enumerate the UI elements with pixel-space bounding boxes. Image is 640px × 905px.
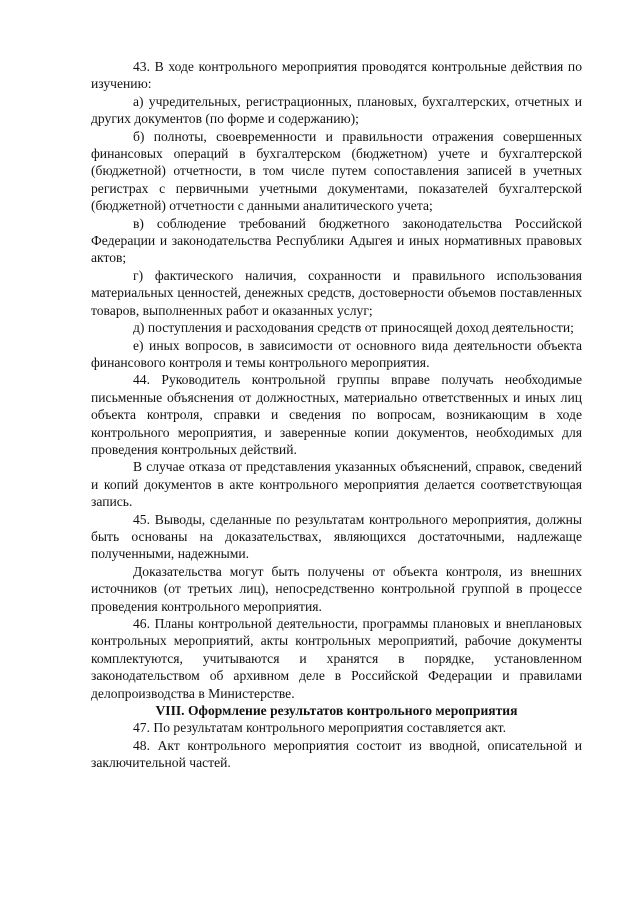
paragraph-48: 48. Акт контрольного мероприятия состоит из вводной, описательной и заключительной частей. <box>91 737 582 771</box>
document-page <box>91 58 582 772</box>
paragraph-44: 44. Руководитель контрольной группы вправе получать необходимые письменные объяснения от должностных, материально ответственных и иных лиц объекта контроля, справки и сведения по вопросам, возникающим в ходе контрольного мероприятия, и заверенные копии документов, необходимых для проведения контрольных действий. <box>91 372 582 457</box>
paragraph-44-refusal: В случае отказа от представления указанных объяснений, справок, сведений и копий документов в акте контрольного мероприятия делается соответствующая запись. <box>91 459 582 510</box>
paragraph-46: 46. Планы контрольной деятельности, программы плановых и внеплановых контрольных мероприятий, акты контрольных мероприятий, рабочие документы комплектуются, учитываются и хранятся в порядке, установленном законодательством об архивном деле в Российской Федерации и правилами делопроизводства в Министерстве. <box>91 616 582 701</box>
paragraph-45-evidence: Доказательства могут быть получены от объекта контроля, из внешних источников (от третьих лиц), непосредственно контрольной группой в процессе проведения контрольного мероприятия. <box>91 563 582 614</box>
paragraph-43-e: е) иных вопросов, в зависимости от основного вида деятельности объекта финансового контроля и темы контрольного мероприятия. <box>91 337 582 370</box>
paragraph-43-b: б) полноты, своевременности и правильности отражения совершенных финансовых операций в бухгалтерском (бюджетном) учете и бухгалтерской (бюджетной) отчетности, в том числе путем сопоставления записей в учетных регистрах с первичными учетными документами, показателей бухгалтерской (бюджетной) отчетности с данными аналитического учета; <box>91 128 582 214</box>
paragraph-43-g: г) фактического наличия, сохранности и правильного использования материальных ценностей, денежных средств, достоверности объемов поставленных товаров, выполненных работ и оказанных услуг; <box>91 267 582 318</box>
paragraph-43-v: в) соблюдение требований бюджетного законодательства Российской Федерации и законодательства Республики Адыгея и иных нормативных правовых актов; <box>91 215 582 266</box>
paragraph-43-a: а) учредительных, регистрационных, плановых, бухгалтерских, отчетных и других документов (по форме и содержанию); <box>91 93 582 127</box>
paragraph-43-d: д) поступления и расходования средств от приносящей доход деятельности; <box>133 320 574 336</box>
paragraph-45: 45. Выводы, сделанные по результатам контрольного мероприятия, должны быть основаны на доказательствах, являющихся достаточными, надлежаще полученными, надежными. <box>91 511 582 562</box>
section-heading: VIII. Оформление результатов контрольного мероприятия <box>155 703 518 719</box>
paragraph-47: 47. По результатам контрольного мероприятия составляется акт. <box>133 720 506 736</box>
paragraph-43: 43. В ходе контрольного мероприятия проводятся контрольные действия по изучению: <box>91 59 582 92</box>
